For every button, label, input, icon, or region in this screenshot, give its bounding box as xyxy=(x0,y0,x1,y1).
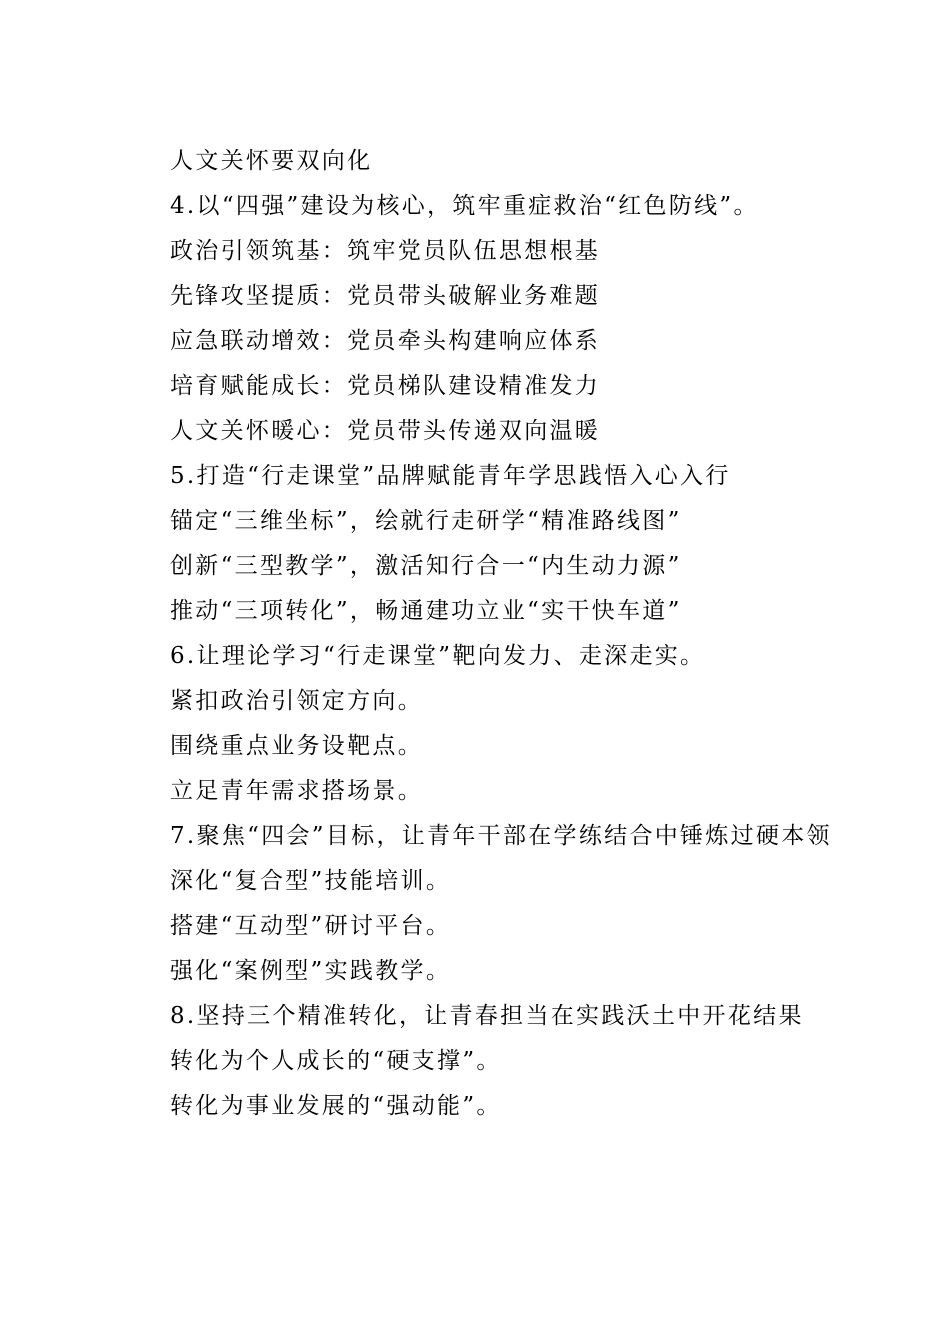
section-heading: 8.坚持三个精准转化，让青春担当在实践沃土中开花结果 xyxy=(170,1003,804,1029)
text-line: 创新“三型教学”，激活知行合一“内生动力源” xyxy=(170,553,682,579)
text-line: 深化“复合型”技能培训。 xyxy=(170,868,452,894)
text-line: 人文关怀暖心：党员带头传递双向温暖 xyxy=(170,418,601,444)
section-heading: 4.以“四强”建设为核心，筑牢重症救治“红色防线”。 xyxy=(170,193,759,219)
text-line: 锚定“三维坐标”，绘就行走研学“精准路线图” xyxy=(170,508,682,534)
text-line: 立足青年需求搭场景。 xyxy=(170,778,423,804)
section-heading: 6.让理论学习“行走课堂”靶向发力、走深走实。 xyxy=(170,643,706,669)
text-line: 应急联动增效：党员牵头构建响应体系 xyxy=(170,328,601,354)
text-line: 转化为个人成长的“硬支撑”。 xyxy=(170,1048,502,1074)
section-heading: 5.打造“行走课堂”品牌赋能青年学思践悟入心入行 xyxy=(170,463,731,489)
text-line: 转化为事业发展的“强动能”。 xyxy=(170,1093,502,1119)
text-line: 推动“三项转化”，畅通建功立业“实干快车道” xyxy=(170,598,682,624)
text-line: 紧扣政治引领定方向。 xyxy=(170,688,423,714)
text-line: 搭建“互动型”研讨平台。 xyxy=(170,913,452,939)
section-heading: 7.聚焦“四会”目标，让青年干部在学练结合中锤炼过硬本领 xyxy=(170,823,832,849)
text-line: 强化“案例型”实践教学。 xyxy=(170,958,452,984)
text-line: 政治引领筑基：筑牢党员队伍思想根基 xyxy=(170,238,601,264)
text-line: 人文关怀要双向化 xyxy=(170,148,373,174)
document-body xyxy=(113,139,833,1129)
text-line: 先锋攻坚提质：党员带头破解业务难题 xyxy=(170,283,601,309)
text-line: 围绕重点业务设靶点。 xyxy=(170,733,423,759)
text-line: 培育赋能成长：党员梯队建设精准发力 xyxy=(170,373,601,399)
